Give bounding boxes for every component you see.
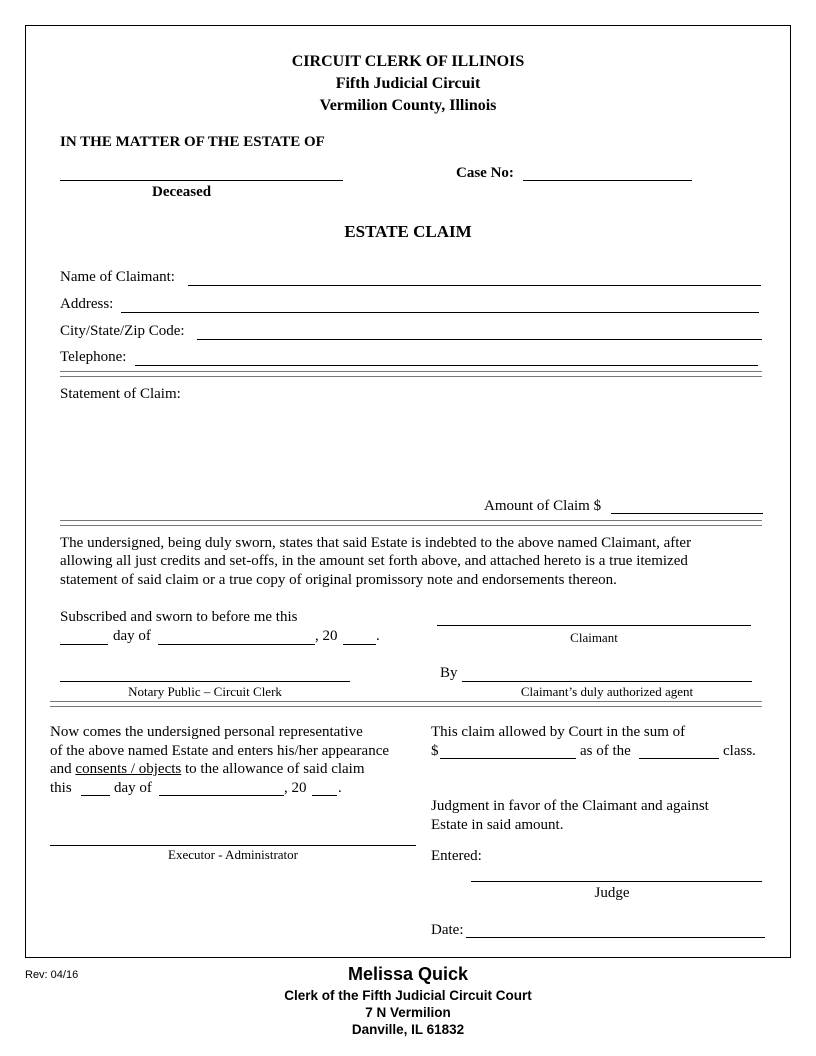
telephone-label: Telephone:: [60, 349, 127, 365]
oath-text: statement of said claim or a true copy of original promissory note and endorsements thereon.: [60, 572, 617, 588]
claimant-name-field[interactable]: [188, 285, 761, 286]
judge-caption: Judge: [594, 885, 630, 901]
sworn-day-field[interactable]: [60, 644, 108, 645]
form-title: ESTATE CLAIM: [344, 222, 472, 241]
executor-caption: Executor - Administrator: [168, 847, 298, 862]
appearance-text: of the above named Estate and enters his/her appearance: [50, 743, 390, 759]
section-divider: [60, 371, 762, 377]
appearance-day-field[interactable]: [81, 795, 110, 796]
amount-label: Amount of Claim $: [484, 498, 602, 514]
deceased-name-field[interactable]: [60, 180, 343, 181]
telephone-field[interactable]: [135, 365, 758, 366]
header-circuit: Fifth Judicial Circuit: [335, 75, 481, 92]
appearance-year-field[interactable]: [312, 795, 337, 796]
address-field[interactable]: [121, 312, 759, 313]
appearance-period: .: [338, 780, 342, 796]
date-field[interactable]: [466, 937, 765, 938]
judge-signature-field[interactable]: [471, 881, 762, 882]
deceased-label: Deceased: [152, 184, 212, 200]
section-divider: [50, 701, 762, 707]
sworn-period: .: [376, 628, 380, 644]
notary-signature-field[interactable]: [60, 681, 350, 682]
sworn-year-field[interactable]: [343, 644, 376, 645]
claimant-caption: Claimant: [570, 630, 618, 645]
judgment-text: Estate in said amount.: [431, 817, 564, 833]
header-court-name: CIRCUIT CLERK OF ILLINOIS: [291, 53, 525, 70]
agent-caption: Claimant’s duly authorized agent: [520, 684, 694, 699]
revision-label: Rev: 04/16: [25, 969, 79, 981]
notary-caption: Notary Public – Circuit Clerk: [128, 684, 282, 699]
clerk-address-street: 7 N Vermilion: [365, 1005, 451, 1020]
allowed-sum-field[interactable]: [440, 758, 576, 759]
appearance-this: this: [50, 780, 72, 796]
date-label: Date:: [431, 922, 464, 938]
statement-label: Statement of Claim:: [60, 386, 181, 402]
class-field[interactable]: [639, 758, 719, 759]
claimant-signature-field[interactable]: [437, 625, 751, 626]
by-label: By: [440, 665, 458, 681]
clerk-name: Melissa Quick: [347, 964, 469, 984]
executor-signature-field[interactable]: [50, 845, 416, 846]
sworn-day-of-label: day of: [113, 628, 151, 644]
claimant-name-label: Name of Claimant:: [60, 269, 175, 285]
header-county: Vermilion County, Illinois: [319, 97, 497, 114]
judgment-text: Judgment in favor of the Claimant and against: [431, 798, 709, 814]
entered-label: Entered:: [431, 848, 482, 864]
appearance-month-field[interactable]: [159, 795, 284, 796]
form-border: [25, 25, 791, 958]
section-divider: [60, 520, 762, 526]
case-no-field[interactable]: [523, 180, 692, 181]
amount-field[interactable]: [611, 513, 763, 514]
appearance-text: Now comes the undersigned personal representative: [50, 724, 363, 740]
city-state-zip-field[interactable]: [197, 339, 762, 340]
sworn-year-prefix: , 20: [315, 628, 338, 644]
appearance-and: and: [50, 761, 72, 777]
allowed-currency: $: [431, 743, 439, 759]
clerk-address-city: Danville, IL 61832: [351, 1022, 465, 1037]
as-of-label: as of the: [580, 743, 631, 759]
consents-objects-choice[interactable]: consents / objects: [75, 761, 182, 777]
oath-text: The undersigned, being duly sworn, states that said Estate is indebted to the above named Claimant, after: [60, 535, 692, 551]
clerk-title: Clerk of the Fifth Judicial Circuit Court: [284, 988, 532, 1003]
appearance-consent-line: [50, 761, 365, 778]
class-label: class.: [723, 743, 756, 759]
case-no-label: Case No:: [456, 165, 514, 181]
subscribed-text: Subscribed and sworn to before me this: [60, 609, 298, 625]
appearance-day-of: day of: [114, 780, 152, 796]
allowed-text: This claim allowed by Court in the sum of: [431, 724, 686, 740]
oath-text: allowing all just credits and set-offs, in the amount set forth above, and attached hereto is a true itemized: [60, 553, 688, 569]
agent-signature-field[interactable]: [462, 681, 752, 682]
address-label: Address:: [60, 296, 114, 312]
estate-of-label: IN THE MATTER OF THE ESTATE OF: [60, 134, 325, 150]
appearance-year-prefix: , 20: [284, 780, 307, 796]
city-state-zip-label: City/State/Zip Code:: [60, 323, 185, 339]
sworn-month-field[interactable]: [158, 644, 315, 645]
appearance-allowance: to the allowance of said claim: [185, 761, 365, 777]
